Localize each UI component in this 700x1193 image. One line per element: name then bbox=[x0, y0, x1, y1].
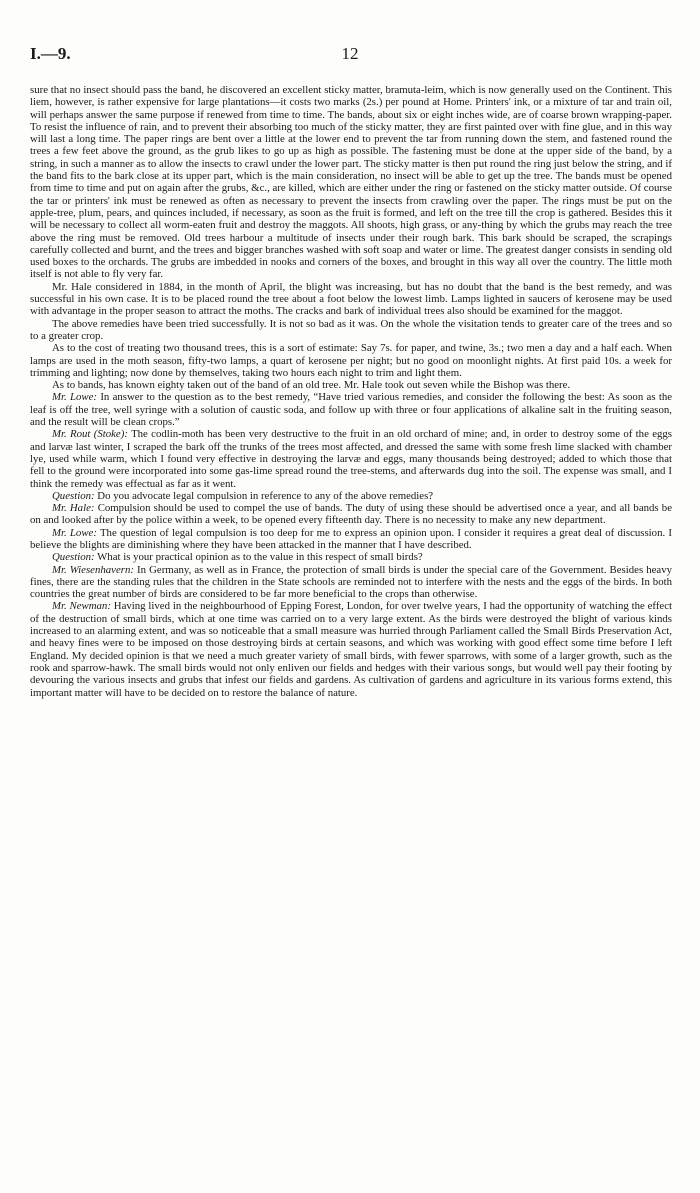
paragraph-text: As to bands, has known eighty taken out of the band of an old tree. Mr. Hale took out seven while the Bishop was there. bbox=[52, 379, 571, 392]
paragraph-text: Mr. Hale considered in 1884, in the month of April, the blight was increasing, but has no doubt that the band is the best remedy, and was successful in his own case. It is to be placed round the tree about a foot below the lowest limb. Lamps lighted in saucers of kerosene may be used with advantage in the proper season to attract the moths. The cracks and bark of individual trees also should be examined for the maggot. bbox=[30, 280, 672, 318]
page-number: 12 bbox=[341, 44, 359, 63]
paragraph-1 bbox=[30, 84, 672, 281]
speaker-name: Mr. Newman: bbox=[52, 600, 111, 613]
paragraph-text: Do you advocate legal compulsion in reference to any of the above remedies? bbox=[97, 489, 434, 502]
speaker-name: Question: bbox=[52, 551, 95, 564]
paragraph-text: sure that no insect should pass the band, he discovered an excellent sticky matter, bramuta-leim, which is now generally used on the Continent. This liem, however, is rather expensive for large plantations—it costs two marks (2s.) per pound at Home. Printers' ink, or a mixture of tar and train oil, will perhaps answer the same purpose if renewed from time to time. The bands, about six or eight inches wide, are of coarse brown wrapping-paper. To resist the influence of rain, and to prevent their absorbing too much of the sticky matter, they are first painted over with fine glue, and in this way will last a long time. The paper rings are bent over a little at the lower end to prevent the tar from running down the stem, and fastened round the trees a few feet above the ground, as the grub likes to go up as high as possible. The fastening must be done at the upper side of the band, by a string, in such a manner as to allow the insects to crawl under the lower part. The sticky matter is then put round the ring just below the string, and if the band fits to the bark close at its upper part, which is the main consideration, no insect will be able to get up the tree. The bands must be opened from time to time and put on again after the grubs, &c., are killed, which are either under the ring or fastened on the sticky matter outside. Of course the tar or printers' ink must be renewed as often as necessary to prevent the insects from crawling over the paper. The rings must be put on the apple-tree, plum, pears, and quinces included, if necessary, as soon as the fruit is formed, and left on the tree till the crop is gathered. Besides this it will be necessary to collect all worm-eaten fruit and destroy the maggots. All shoots, high grass, or any-thing by which the grubs may reach the tree above the ring must be removed. Old trees harbour a multitude of insects under their rough bark. This bark should be scraped, the scrapings carefully collected and burnt, and the trees and bigger branches washed with soft soap and water or lime. The greatest danger consists in sending old used boxes to the orchards. The grubs are imbedded in nooks and corners of the boxes, and brought in this way all over the country. The little moth itself is not able to fly very far. bbox=[30, 84, 672, 281]
paragraph-text: Compulsion should be used to compel the use of bands. The duty of using these should be advertised once a year, and all bands be on and looked after by the police within a week, to be opened every fifteenth day. There is no necessity to make any new department. bbox=[30, 502, 673, 527]
speaker-name: Mr. Wiesenhavern: bbox=[52, 563, 134, 576]
page-header bbox=[30, 44, 670, 68]
speaker-name: Mr. Hale: bbox=[52, 502, 95, 515]
paragraph-11 bbox=[30, 551, 672, 563]
paragraph-text: In Germany, as well as in France, the protection of small birds is under the special care of the Government. Besides heavy fines, there are the standing rules that the children in the State schools are reminded not to interfere with the nests and the eggs of the birds. In both countries the great number of birds are considered to be far more beneficial to the crops than otherwise. bbox=[30, 563, 673, 601]
paragraph-text: The codlin-moth has been very destructive to the fruit in an old orchard of mine; and, in order to destroy some of the eggs and larvæ last winter, I scraped the bark off the trunks of the trees most affected, and dressed the same with some fresh lime slacked with chamber lye, used while warm, which I found very effective in destroying the larvæ and eggs, many thousands being destroyed; added to which those that fell to the ground were incorporated into some gas-lime spread round the tree-stems, and afterwards dug into the soil. The expense was small, and I think the remedy was effectual as far as it went. bbox=[30, 428, 672, 490]
speaker-name: Mr. Lowe: bbox=[52, 526, 97, 539]
speaker-name: Mr. Lowe: bbox=[52, 391, 97, 404]
body-text bbox=[30, 84, 672, 699]
paragraph-text: The question of legal compulsion is too deep for me to express an opinion upon. I consider it requires a great deal of discussion. I believe the blights are diminishing where they have been attacked in the manner that I have described. bbox=[30, 526, 672, 551]
paragraph-8 bbox=[30, 490, 672, 502]
paragraph-13 bbox=[30, 600, 672, 698]
paragraph-text: Having lived in the neighbourhood of Epping Forest, London, for over twelve years, I had the opportunity of watching the effect of the destruction of small birds, which at one time was carried on to a very large extent. As the birds were destroyed the blight of various kinds increased to an alarming extent, and was so noticeable that a small measure was hurried through Parliament called the Small Birds Preservation Act, and heavy fines were to be imposed on those destroying birds at certain seasons, and which was working with good effect some time before I left England. My decided opinion is that we need a much greater variety of small birds, with fewer sparrows, with some of a larger growth, such as the rook and sparrow-hawk. The small birds would not only enliven our fields and hedges with their various songs, but would well pay their footing by devouring the various insects and grubs that infest our fields and gardens. As cultivation of gardens and agriculture in its various forms extend, this important matter will have to be decided on to restore the balance of nature. bbox=[30, 600, 672, 699]
paragraph-text: The above remedies have been tried successfully. It is not so bad as it was. On the whole the visitation tends to greater care of the trees and so to a greater crop. bbox=[30, 317, 672, 342]
speaker-name: Question: bbox=[52, 489, 95, 502]
paragraph-9 bbox=[30, 502, 672, 527]
document-reference: I.—9. bbox=[30, 44, 71, 63]
paragraph-7 bbox=[30, 428, 672, 489]
paragraph-6 bbox=[30, 391, 672, 428]
speaker-name: Mr. Rout (Stoke): bbox=[52, 428, 128, 441]
paragraph-3 bbox=[30, 318, 672, 343]
paragraph-10 bbox=[30, 527, 672, 552]
paragraph-text: In answer to the question as to the best remedy, “Have tried various remedies, and consider the following the best: As soon as the leaf is off the tree, well syringe with a solution of caustic soda, and follow up with three or four applications of alkaline salt in the fruiting season, and the result will be clean crops.” bbox=[30, 391, 673, 429]
paragraph-text: What is your practical opinion as to the value in this respect of small birds? bbox=[97, 551, 423, 564]
paragraph-text: As to the cost of treating two thousand trees, this is a sort of estimate: Say 7s. for paper, and twine, 3s.; two men a day and a half each. When lamps are used in the moth season, fifty-two lamps, a quart of kerosene per night; but no good on moonlight nights. At first paid 10s. a week for trimming and lighting; now done by themselves, taking two hours each night to trim and light them. bbox=[30, 342, 672, 379]
paragraph-5 bbox=[30, 379, 672, 391]
paragraph-2 bbox=[30, 281, 672, 318]
paragraph-12 bbox=[30, 564, 672, 601]
paragraph-4 bbox=[30, 342, 672, 379]
